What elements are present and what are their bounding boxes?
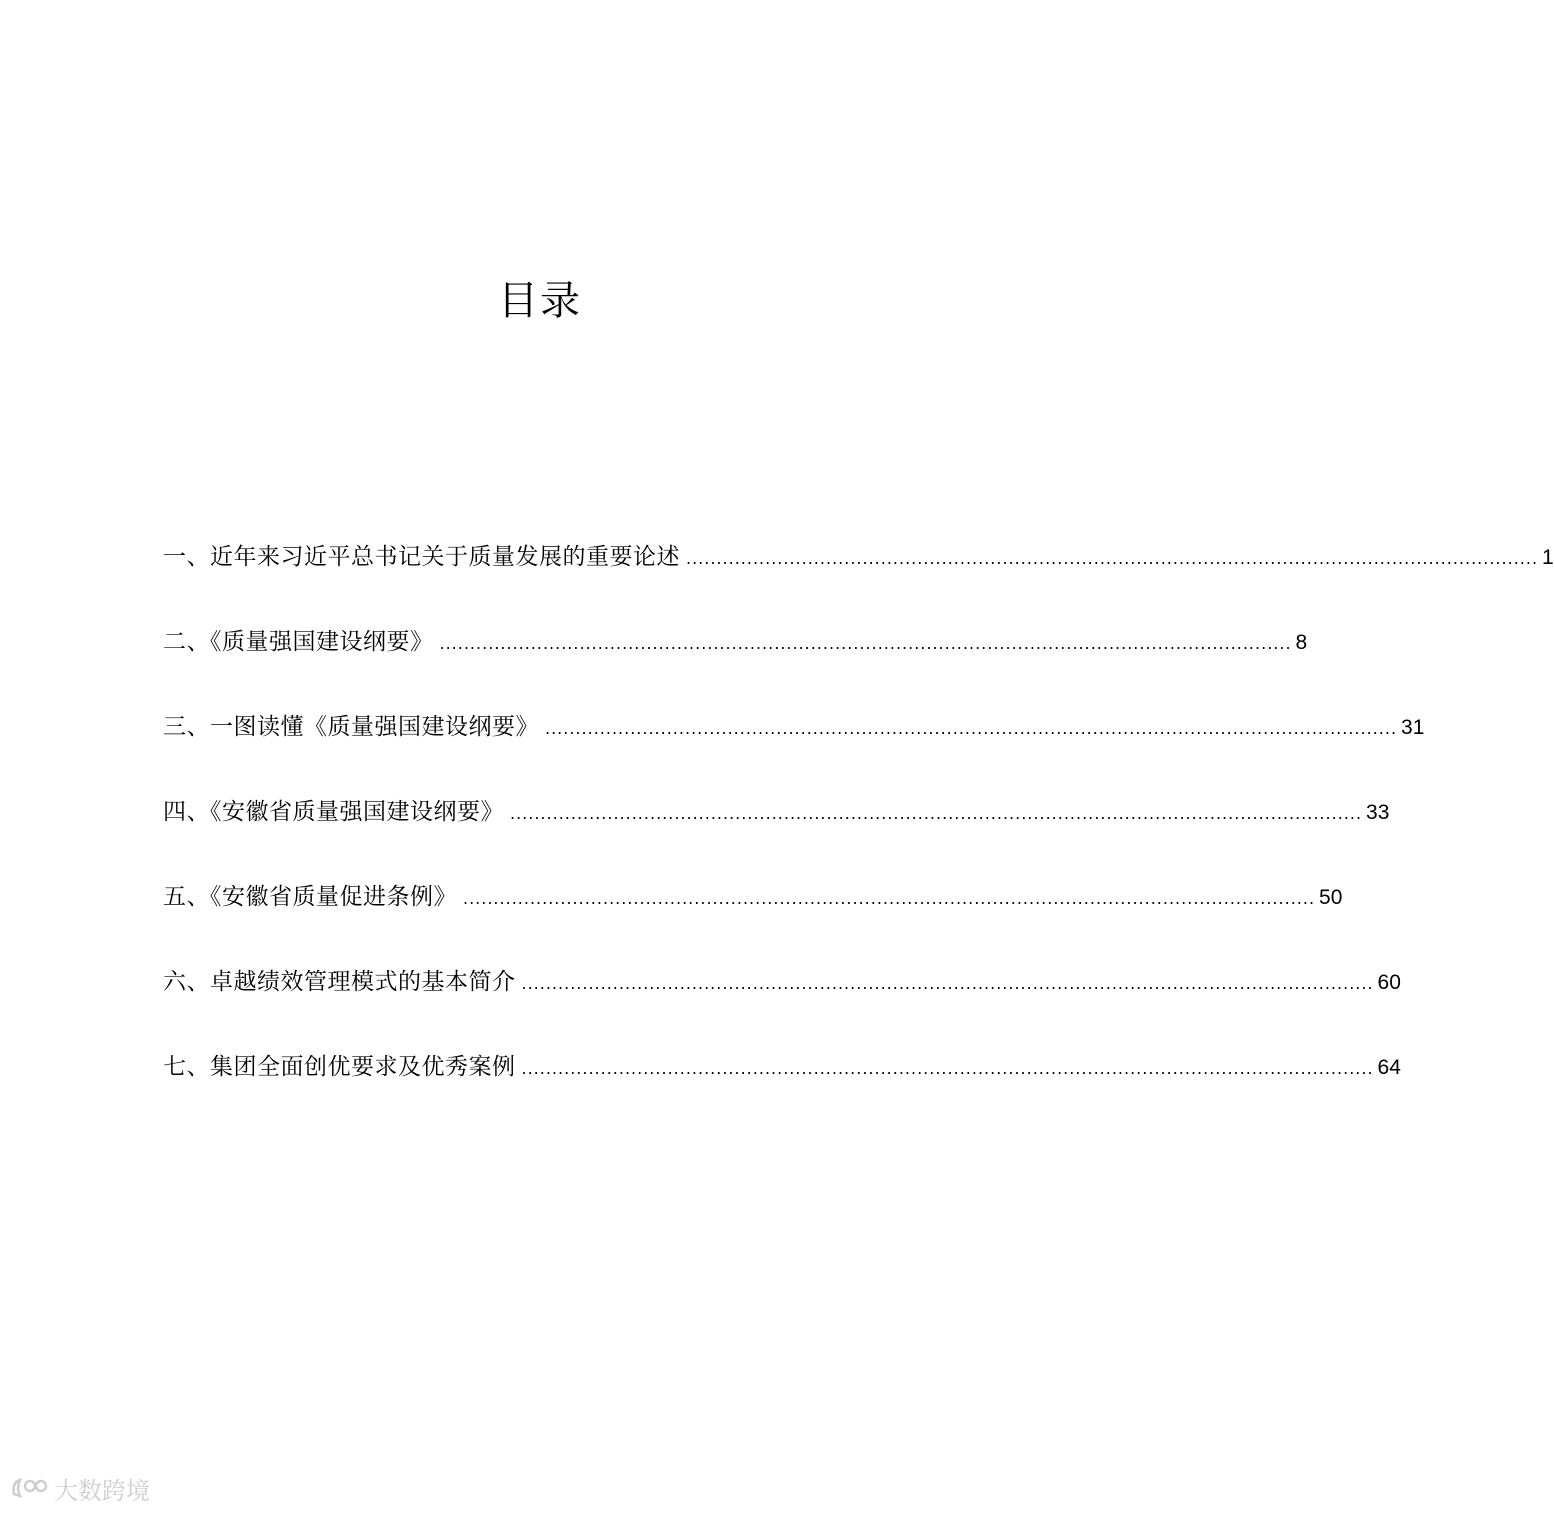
toc-entry-label: 四、《安徽省质量强国建设纲要》 — [163, 799, 504, 825]
toc-page-number: 8 — [1295, 631, 1308, 654]
toc-entry-7[interactable] — [163, 1045, 1401, 1130]
toc-entry-label: 七、集团全面创优要求及优秀案例 — [163, 1054, 516, 1080]
toc-page-number: 31 — [1401, 716, 1425, 739]
toc-entry-3[interactable] — [163, 705, 1425, 790]
toc-dot-leader: ............................................................................................................................................ — [463, 889, 1316, 908]
brand-logo-icon — [10, 1474, 50, 1502]
toc-page-number: 1 — [1542, 546, 1554, 569]
toc-entry-4[interactable] — [163, 790, 1390, 875]
toc-dot-leader: ............................................................................................................................................ — [686, 549, 1539, 568]
toc-page-number: 33 — [1366, 801, 1390, 824]
toc-page-number: 60 — [1377, 971, 1401, 994]
toc-page-number: 50 — [1319, 886, 1343, 909]
toc-entry-label: 五、《安徽省质量促进条例》 — [163, 884, 457, 910]
toc-page-number: 64 — [1377, 1056, 1401, 1079]
toc-entry-label: 二、《质量强国建设纲要》 — [163, 629, 434, 655]
toc-dot-leader: ............................................................................................................................................ — [545, 719, 1398, 738]
table-of-contents — [163, 535, 1554, 1130]
toc-dot-leader: ............................................................................................................................................ — [521, 974, 1374, 993]
toc-dot-leader: ............................................................................................................................................ — [439, 634, 1292, 653]
toc-entry-2[interactable] — [163, 620, 1308, 705]
toc-dot-leader: ............................................................................................................................................ — [510, 804, 1363, 823]
toc-entry-label: 三、一图读懂《质量强国建设纲要》 — [163, 714, 539, 740]
watermark — [10, 1468, 150, 1508]
toc-entry-label: 六、卓越绩效管理模式的基本简介 — [163, 969, 516, 995]
watermark-text: 大数跨境 — [54, 1476, 150, 1505]
toc-entry-1[interactable] — [163, 535, 1554, 620]
page-title: 目录 — [498, 277, 582, 324]
toc-dot-leader: ............................................................................................................................................ — [521, 1059, 1374, 1078]
toc-entry-label: 一、近年来习近平总书记关于质量发展的重要论述 — [163, 544, 680, 570]
toc-entry-6[interactable] — [163, 960, 1401, 1045]
toc-entry-5[interactable] — [163, 875, 1343, 960]
